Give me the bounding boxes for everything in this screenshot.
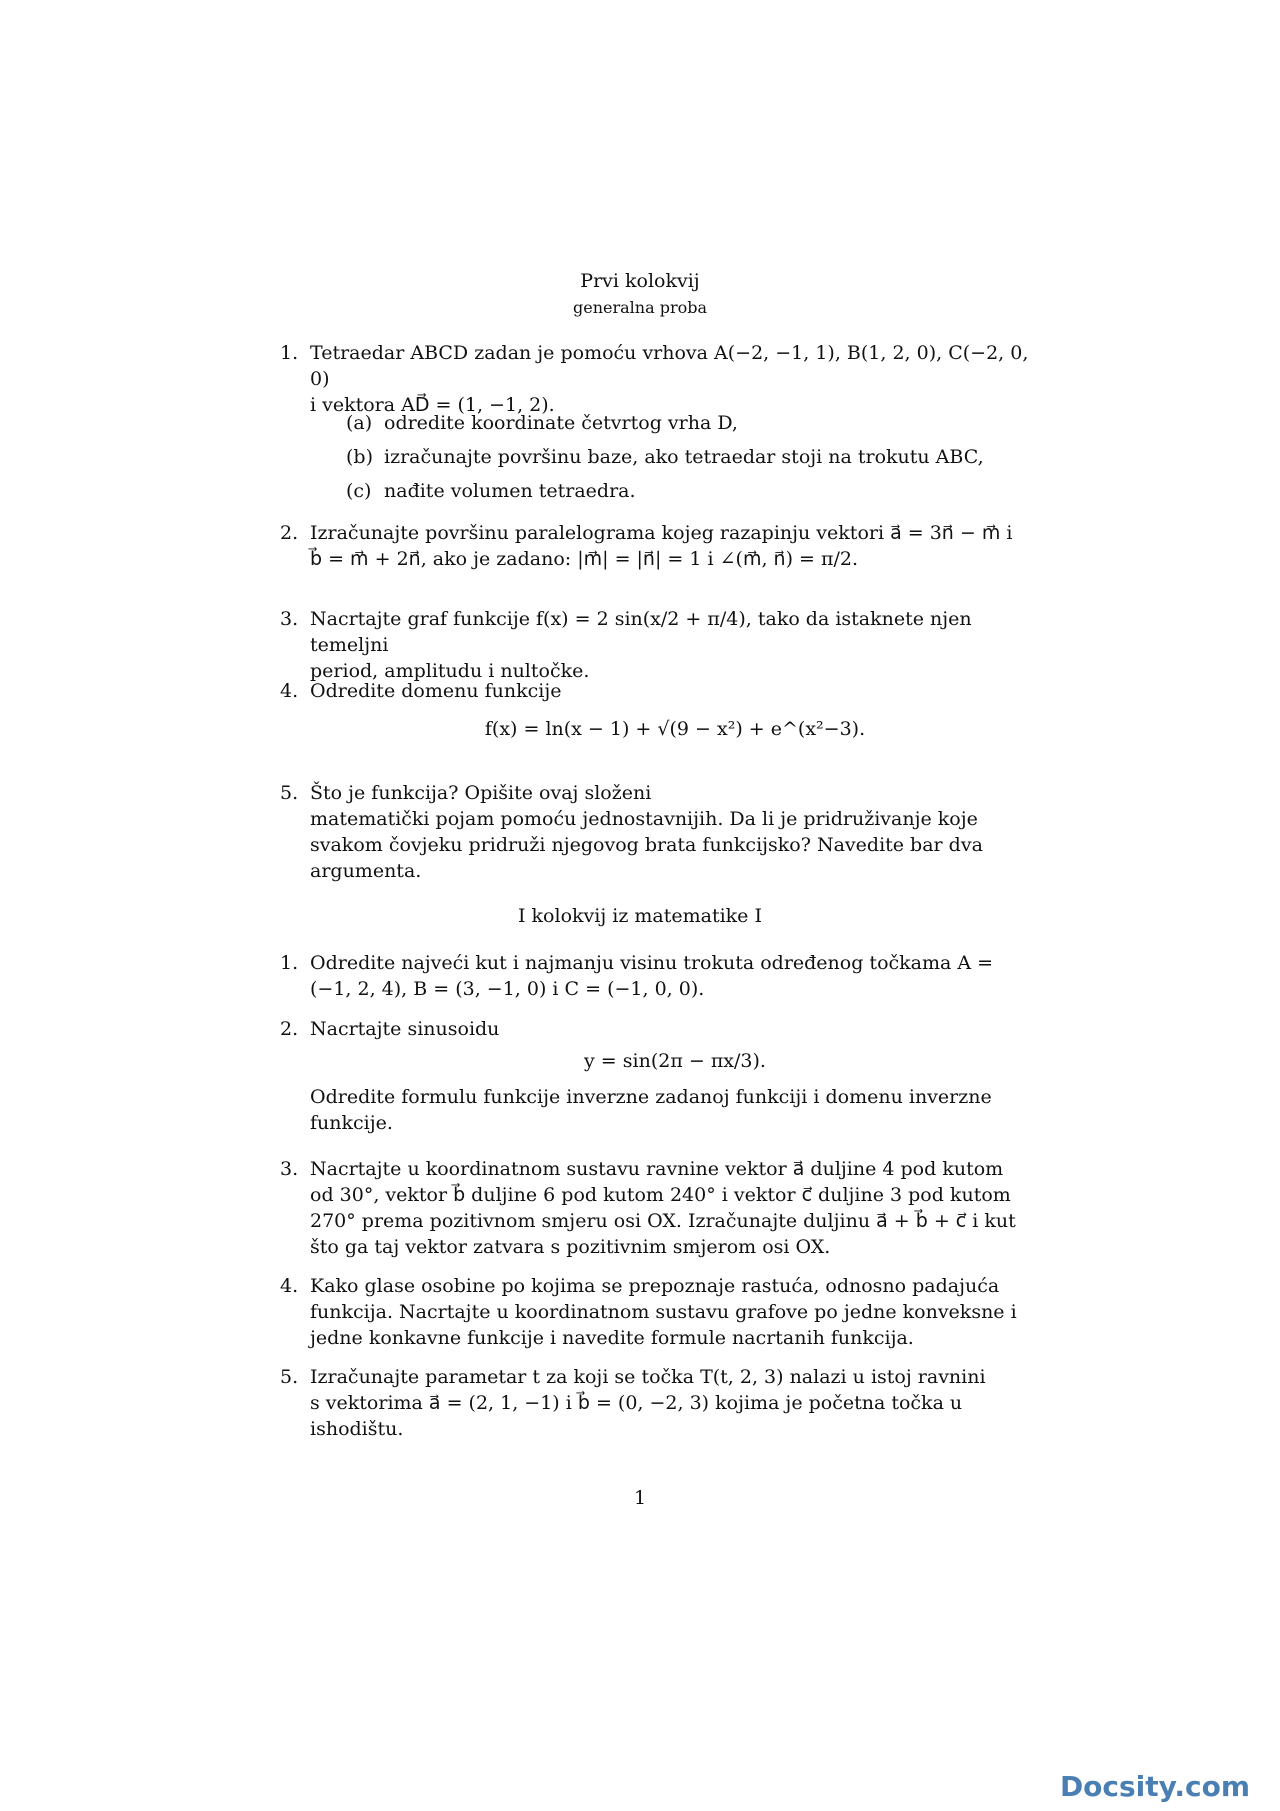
page-subtitle: generalna proba: [572, 298, 708, 317]
problem-line: svakom čovjeku pridruži njegovog brata funkcijsko? Navedite bar dva: [310, 834, 983, 856]
problem-1: [280, 950, 1040, 1002]
problem-number: 1.: [280, 952, 299, 974]
problem-line: Nacrtajte u koordinatnom sustavu ravnine vektor a⃗ duljine 4 pod kutom: [310, 1158, 1004, 1180]
problem-line: ishodištu.: [310, 1418, 404, 1440]
problem-number: 1.: [280, 342, 299, 364]
problem-number: 2.: [280, 522, 299, 544]
problem-line: Kako glase osobine po kojima se prepoznaje rastuća, odnosno padajuća: [310, 1275, 1000, 1297]
problem-5: [280, 780, 1040, 884]
problem-4: [280, 678, 1040, 742]
problem-2: [280, 1016, 1040, 1136]
problem-line: Odredite formulu funkcije inverzne zadanoj funkciji i domenu inverzne: [310, 1086, 992, 1108]
problem-line: 270° prema pozitivnom smjeru osi OX. Izračunajte duljinu a⃗ + b⃗ + c⃗ i kut: [310, 1210, 1016, 1232]
problem-line: Odredite domenu funkcije: [310, 680, 562, 702]
formula: y = sin(2π − πx/3).: [584, 1050, 766, 1072]
problem-line: Što je funkcija? Opišite ovaj složeni: [310, 782, 652, 804]
problem-line: funkcija. Nacrtajte u koordinatnom sustavu grafove po jedne konveksne i: [310, 1301, 1017, 1323]
problem-line: matematički pojam pomoću jednostavnijih. Da li je pridruživanje koje: [310, 808, 978, 830]
subitem-label: (c): [346, 480, 372, 502]
page-title: Prvi kolokvij: [580, 270, 700, 292]
subitem-text: nađite volumen tetraedra.: [384, 480, 636, 502]
subitem-label: (a): [346, 412, 373, 434]
problem-line: i vektora AD⃗ = (1, −1, 2).: [310, 394, 555, 416]
subitem-a: [346, 410, 1046, 436]
problem-line: s vektorima a⃗ = (2, 1, −1) i b⃗ = (0, −2, 3) kojima je početna točka u: [310, 1392, 963, 1414]
problem-line: Izračunajte parametar t za koji se točka T(t, 2, 3) nalazi u istoj ravnini: [310, 1366, 986, 1388]
problem-number: 4.: [280, 1275, 299, 1297]
formula: f(x) = ln(x − 1) + √(9 − x²) + e^(x²−3).: [484, 718, 866, 740]
problem-3: [280, 606, 1040, 684]
problem-number: 4.: [280, 680, 299, 702]
problem-number: 5.: [280, 782, 299, 804]
problem-line: jedne konkavne funkcije i navedite formule nacrtanih funkcija.: [310, 1327, 914, 1349]
problem-2: [280, 520, 1040, 572]
problem-line: period, amplitudu i nultočke.: [310, 660, 590, 682]
docsity-watermark: Docsity.com: [1059, 1770, 1250, 1803]
problem-line: od 30°, vektor b⃗ duljine 6 pod kutom 240° i vektor c⃗ duljine 3 pod kutom: [310, 1184, 1011, 1206]
problem-number: 5.: [280, 1366, 299, 1388]
problem-line: Odredite najveći kut i najmanju visinu trokuta određenog točkama A =: [310, 952, 994, 974]
problem-1: [280, 340, 1040, 418]
problem-number: 3.: [280, 608, 299, 630]
problem-line: Izračunajte površinu paralelograma kojeg razapinju vektori a⃗ = 3n⃗ − m⃗ i: [310, 522, 1013, 544]
problem-line: Tetraedar ABCD zadan je pomoću vrhova A(−2, −1, 1), B(1, 2, 0), C(−2, 0, 0): [310, 342, 1029, 390]
subitem-b: [346, 444, 1046, 470]
problem-line: što ga taj vektor zatvara s pozitivnim smjerom osi OX.: [310, 1236, 831, 1258]
page-number: 1: [633, 1487, 647, 1509]
problem-line: Nacrtajte sinusoidu: [310, 1018, 500, 1040]
subitem-text: odredite koordinate četvrtog vrha D,: [384, 412, 738, 434]
section-title: I kolokvij iz matematike I: [518, 905, 762, 927]
problem-line: b⃗ = m⃗ + 2n⃗, ako je zadano: |m⃗| = |n⃗| = 1 i ∠(m⃗, n⃗) = π/2.: [310, 548, 859, 570]
problem-5: [280, 1364, 1040, 1442]
problem-line: funkcije.: [310, 1112, 393, 1134]
problem-line: argumenta.: [310, 860, 422, 882]
problem-3: [280, 1156, 1040, 1260]
problem-line: Nacrtajte graf funkcije f(x) = 2 sin(x/2 + π/4), tako da istaknete njen temeljni: [310, 608, 972, 656]
subitem-c: [346, 478, 1046, 504]
subitem-text: izračunajte površinu baze, ako tetraedar stoji na trokutu ABC,: [384, 446, 984, 468]
problem-line: (−1, 2, 4), B = (3, −1, 0) i C = (−1, 0, 0).: [310, 978, 705, 1000]
problem-number: 2.: [280, 1018, 299, 1040]
problem-4: [280, 1273, 1040, 1351]
problem-number: 3.: [280, 1158, 299, 1180]
subitem-label: (b): [346, 446, 373, 468]
